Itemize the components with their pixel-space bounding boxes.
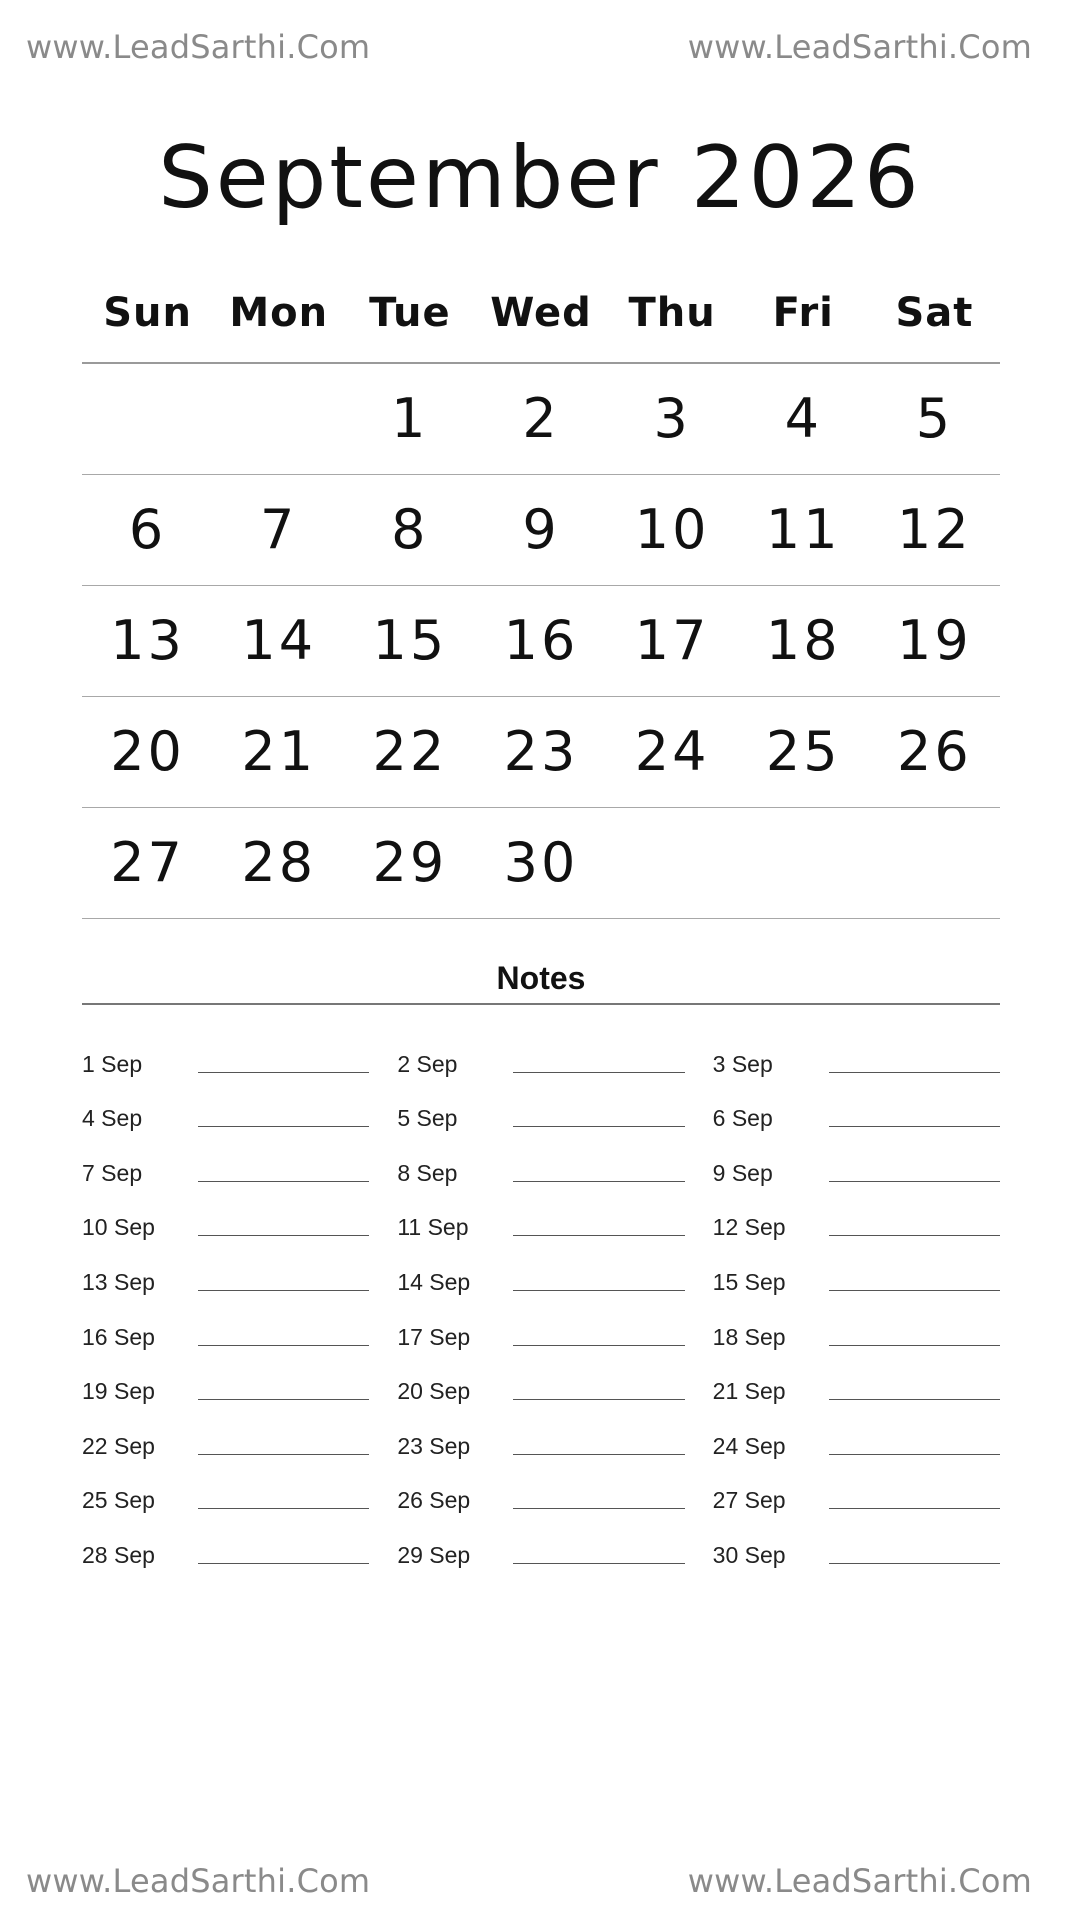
weekday-sun: Sun <box>103 290 192 336</box>
note-date-label: 10 Sep <box>82 1214 155 1241</box>
calendar-day-empty <box>869 808 1000 918</box>
calendar-day: 2 <box>522 387 560 450</box>
note-write-line <box>198 1234 369 1236</box>
calendar-title: September 2026 <box>158 128 922 228</box>
calendar-day: 9 <box>522 498 560 561</box>
note-entry <box>713 1192 1000 1247</box>
note-entry <box>713 1028 1000 1083</box>
calendar-day: 18 <box>765 609 841 672</box>
note-date-label: 15 Sep <box>712 1268 786 1295</box>
calendar-day: 22 <box>372 720 448 783</box>
weekday-thu: Thu <box>628 290 716 336</box>
note-write-line <box>829 1398 1000 1400</box>
note-date-label: 8 Sep <box>397 1159 458 1186</box>
note-write-line <box>513 1562 684 1564</box>
calendar-weeks <box>82 364 1000 919</box>
note-write-line <box>198 1398 369 1400</box>
note-date-label: 13 Sep <box>82 1268 155 1295</box>
watermark-top-left: www.LeadSarthi.Com <box>26 28 371 66</box>
watermark-top-right: www.LeadSarthi.Com <box>687 28 1032 66</box>
calendar-day: 5 <box>915 387 954 450</box>
watermark-bottom-left: www.LeadSarthi.Com <box>26 1862 371 1900</box>
note-entry <box>82 1192 369 1247</box>
note-entry <box>82 1356 369 1411</box>
calendar-day: 15 <box>372 609 448 672</box>
note-write-line <box>513 1398 684 1400</box>
note-write-line <box>829 1234 1000 1236</box>
calendar-day: 20 <box>110 720 185 783</box>
calendar-day: 21 <box>241 720 317 783</box>
calendar-day: 17 <box>634 609 710 672</box>
calendar-day: 12 <box>897 498 972 561</box>
note-date-label: 19 Sep <box>82 1378 155 1405</box>
note-date-label: 22 Sep <box>82 1432 155 1459</box>
calendar-day: 24 <box>634 720 710 783</box>
note-date-label: 26 Sep <box>397 1487 471 1514</box>
calendar-day: 14 <box>241 609 317 672</box>
note-date-label: 5 Sep <box>397 1105 458 1132</box>
note-date-label: 11 Sep <box>397 1214 469 1241</box>
note-entry <box>82 1083 369 1138</box>
note-write-line <box>829 1289 1000 1291</box>
note-date-label: 3 Sep <box>712 1050 773 1077</box>
note-entry <box>82 1246 369 1301</box>
note-write-line <box>198 1071 369 1073</box>
note-entry <box>397 1356 684 1411</box>
note-write-line <box>513 1234 684 1236</box>
calendar-day: 27 <box>110 831 185 894</box>
calendar-day: 25 <box>765 720 841 783</box>
note-entry <box>397 1192 684 1247</box>
weekday-wed: Wed <box>490 290 592 336</box>
calendar-day: 1 <box>391 387 429 450</box>
note-date-label: 18 Sep <box>712 1323 786 1350</box>
calendar-week-row <box>82 808 1000 919</box>
note-entry <box>713 1410 1000 1465</box>
note-date-label: 17 Sep <box>397 1323 471 1350</box>
weekday-fri: Fri <box>772 290 834 336</box>
calendar-day-empty <box>213 364 344 474</box>
note-write-line <box>198 1344 369 1346</box>
note-entry <box>397 1519 684 1574</box>
calendar-day: 4 <box>784 387 822 450</box>
note-write-line <box>513 1289 684 1291</box>
note-entry <box>397 1246 684 1301</box>
calendar-day: 23 <box>503 720 579 783</box>
calendar-day-empty <box>607 808 738 918</box>
note-write-line <box>513 1071 684 1073</box>
note-date-label: 24 Sep <box>712 1432 786 1459</box>
note-date-label: 7 Sep <box>82 1159 143 1186</box>
calendar-day: 13 <box>110 609 185 672</box>
note-entry <box>397 1465 684 1520</box>
note-write-line <box>513 1507 684 1509</box>
note-write-line <box>198 1289 369 1291</box>
note-date-label: 6 Sep <box>712 1105 773 1132</box>
note-entry <box>82 1137 369 1192</box>
note-write-line <box>198 1562 369 1564</box>
note-entry <box>82 1301 369 1356</box>
calendar-week-row <box>82 364 1000 475</box>
weekday-header <box>82 278 1000 364</box>
note-entry <box>713 1137 1000 1192</box>
note-entry <box>397 1410 684 1465</box>
calendar-day: 30 <box>503 831 579 894</box>
notes-title: Notes <box>82 960 1000 1005</box>
note-entry <box>82 1410 369 1465</box>
note-write-line <box>198 1125 369 1127</box>
calendar-day: 19 <box>897 609 972 672</box>
note-entry <box>82 1519 369 1574</box>
note-write-line <box>829 1507 1000 1509</box>
note-entry <box>397 1301 684 1356</box>
note-date-label: 25 Sep <box>82 1487 155 1514</box>
note-date-label: 16 Sep <box>82 1323 155 1350</box>
watermark-bottom-right: www.LeadSarthi.Com <box>687 1862 1032 1900</box>
calendar-day: 6 <box>128 498 167 561</box>
note-entry <box>397 1028 684 1083</box>
calendar-day: 8 <box>391 498 429 561</box>
note-write-line <box>513 1180 684 1182</box>
note-entry <box>713 1519 1000 1574</box>
calendar-week-row <box>82 697 1000 808</box>
calendar-day: 3 <box>653 387 691 450</box>
note-date-label: 9 Sep <box>712 1159 773 1186</box>
note-entry <box>397 1083 684 1138</box>
calendar-day: 26 <box>897 720 972 783</box>
weekday-tue: Tue <box>369 290 451 336</box>
note-date-label: 1 Sep <box>82 1050 143 1077</box>
calendar-day-empty <box>738 808 869 918</box>
note-write-line <box>829 1180 1000 1182</box>
note-write-line <box>513 1453 684 1455</box>
calendar-day: 7 <box>260 498 298 561</box>
calendar-day: 11 <box>765 498 841 561</box>
calendar-day: 16 <box>503 609 579 672</box>
weekday-mon: Mon <box>229 290 329 336</box>
note-entry <box>713 1083 1000 1138</box>
note-date-label: 27 Sep <box>712 1487 786 1514</box>
note-date-label: 14 Sep <box>397 1268 471 1295</box>
calendar-grid <box>82 278 1000 919</box>
note-write-line <box>829 1071 1000 1073</box>
note-date-label: 23 Sep <box>397 1432 471 1459</box>
calendar-day: 28 <box>241 831 317 894</box>
note-entry <box>713 1301 1000 1356</box>
note-date-label: 30 Sep <box>712 1541 786 1568</box>
calendar-week-row <box>82 475 1000 586</box>
note-write-line <box>829 1125 1000 1127</box>
note-date-label: 28 Sep <box>82 1541 155 1568</box>
note-date-label: 12 Sep <box>712 1214 786 1241</box>
note-write-line <box>829 1344 1000 1346</box>
note-entry <box>713 1356 1000 1411</box>
note-entry <box>82 1465 369 1520</box>
weekday-sat: Sat <box>895 290 974 336</box>
note-entry <box>713 1465 1000 1520</box>
note-write-line <box>513 1344 684 1346</box>
note-write-line <box>513 1125 684 1127</box>
calendar-week-row <box>82 586 1000 697</box>
note-date-label: 29 Sep <box>397 1541 471 1568</box>
note-write-line <box>198 1180 369 1182</box>
note-entry <box>82 1028 369 1083</box>
note-write-line <box>829 1562 1000 1564</box>
note-entry <box>397 1137 684 1192</box>
note-write-line <box>198 1453 369 1455</box>
calendar-day: 10 <box>634 498 710 561</box>
calendar-day: 29 <box>372 831 448 894</box>
note-date-label: 21 Sep <box>712 1378 786 1405</box>
note-write-line <box>829 1453 1000 1455</box>
notes-grid <box>82 1028 1000 1574</box>
note-write-line <box>198 1507 369 1509</box>
note-date-label: 4 Sep <box>82 1105 143 1132</box>
calendar-day-empty <box>82 364 213 474</box>
note-entry <box>713 1246 1000 1301</box>
note-date-label: 20 Sep <box>397 1378 471 1405</box>
note-date-label: 2 Sep <box>397 1050 458 1077</box>
